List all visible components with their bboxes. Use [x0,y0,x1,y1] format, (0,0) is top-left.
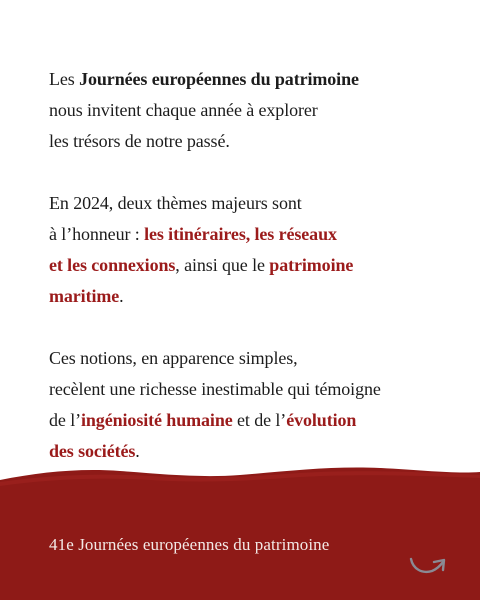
theme-highlight: les itinéraires, les réseaux [144,224,337,244]
text-line: En 2024, deux thèmes majeurs sont [49,193,302,213]
text-run: de l’ [49,410,81,430]
theme-highlight: et les connexions [49,255,176,275]
theme-highlight: maritime [49,286,120,306]
concept-highlight: des sociétés [49,441,136,461]
concept-highlight: ingéniosité humaine [81,410,233,430]
text-line [49,219,449,250]
text-line [49,64,449,95]
text-line [49,281,449,312]
text-run: et de l’ [232,410,287,430]
paragraph-themes [49,188,449,312]
concept-highlight: évolution [286,410,357,430]
paragraph-notions [49,343,449,467]
text-line: nous invitent chaque année à explorer [49,100,318,120]
main-text [49,64,449,498]
text-run: Les [49,69,80,89]
text-run: . [135,441,140,461]
theme-highlight: patrimoine [269,255,354,275]
text-run: . [119,286,124,306]
text-line: les trésors de notre passé. [49,131,230,151]
text-line [49,250,449,281]
text-line [49,405,449,436]
text-run: , ainsi que le [175,255,270,275]
paragraph-intro [49,64,449,157]
text-line: Ces notions, en apparence simples, [49,348,298,368]
curved-arrow-right-icon[interactable] [408,552,450,578]
footer-title: 41e Journées européennes du patrimoine [49,535,330,554]
event-name-highlight: Journées européennes du patrimoine [79,69,359,89]
text-line: recèlent une richesse inestimable qui témoigne [49,379,381,399]
footer-band [0,462,480,600]
text-run: à l’honneur : [49,224,145,244]
